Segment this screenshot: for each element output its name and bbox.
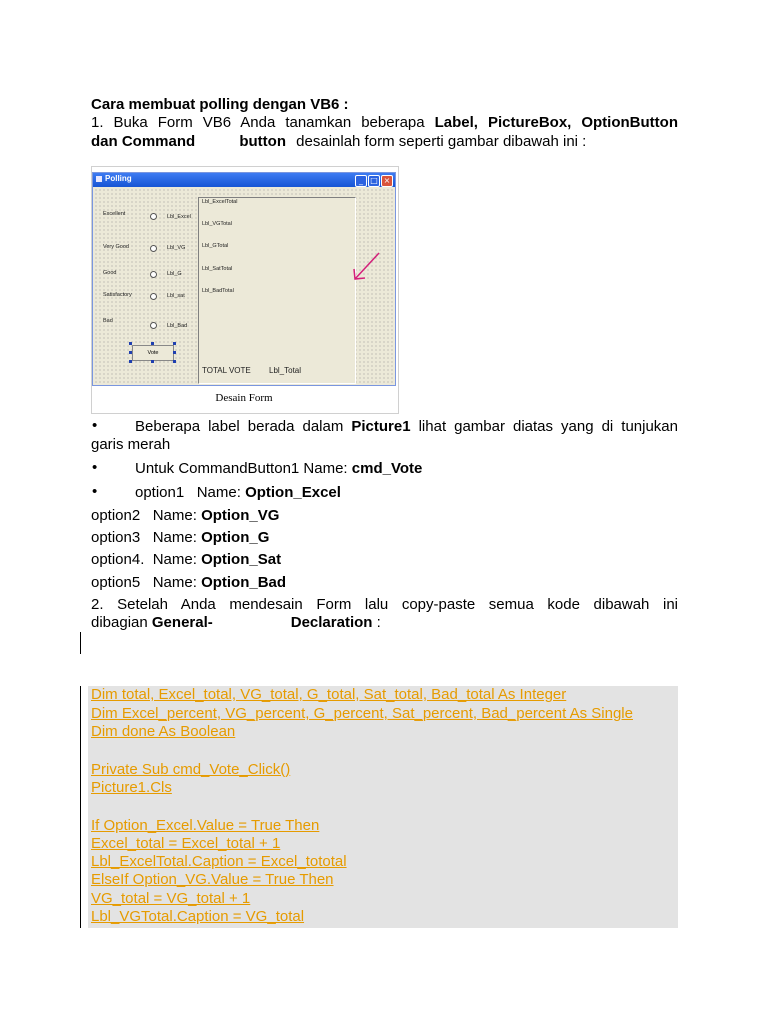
option-line-label: option5 Name: <box>91 574 202 591</box>
bullet-2-bold: cmd_Vote <box>351 460 423 477</box>
bullet-1-text: Beberapa label berada dalam <box>135 418 352 435</box>
intro-line-2 <box>91 131 678 153</box>
selection-handle <box>129 342 132 345</box>
option-line <box>91 572 286 594</box>
step-2-bold-declaration: Declaration <box>290 614 373 631</box>
bullet-3 <box>135 482 341 504</box>
bullet-1-bold: Picture1 <box>351 418 411 435</box>
option-line-label: option3 Name: <box>91 529 202 546</box>
picture-box <box>198 197 356 384</box>
figure-caption: Desain Form <box>215 392 273 404</box>
vb6-form-screenshot <box>92 172 396 386</box>
intro-rest: desainlah form seperti gambar dibawah ini : <box>296 133 587 150</box>
bullet-3-text: option1 Name: <box>135 484 246 501</box>
step-2-text: dibagian <box>91 614 152 631</box>
total-value-label: Lbl_Total <box>269 366 302 375</box>
picture-label: Lbl_ExcelTotal <box>202 199 238 205</box>
option-line-name: Option_Bad <box>201 574 287 591</box>
bullet-1-text-b: lihat gambar diatas yang di tunjukan <box>410 418 678 435</box>
selection-handle <box>129 360 132 363</box>
picture-label: Lbl_VGTotal <box>202 221 232 227</box>
window-title: Polling <box>105 174 132 183</box>
step-2-line-2 <box>91 612 381 634</box>
step-2-line-1: 2. Setelah Anda mendesain Form lalu copy-paste semua kode dibawah ini <box>91 596 678 613</box>
step-2-bold-general: General- <box>151 614 213 631</box>
result-label: Lbl_Bad <box>167 323 188 329</box>
margin-bar <box>80 686 81 928</box>
option-label: Very Good <box>103 244 129 250</box>
page-title: Cara membuat polling dengan VB6 : <box>91 96 349 113</box>
option-radio <box>150 245 157 252</box>
picture-label: Lbl_SatTotal <box>202 266 233 272</box>
option-radio <box>150 213 157 220</box>
result-label: Lbl_VG <box>167 245 186 251</box>
window-titlebar <box>93 173 395 187</box>
maximize-icon: □ <box>368 175 380 187</box>
option-line-label: option4. Name: <box>91 551 202 568</box>
intro-bold-dan-command: dan Command <box>91 133 196 150</box>
selection-handle <box>173 342 176 345</box>
total-vote-label: TOTAL VOTE <box>202 366 251 375</box>
intro-bold: Label, PictureBox, OptionButton <box>434 114 678 131</box>
result-label: Lbl_sat <box>167 293 185 299</box>
form-body <box>94 188 394 384</box>
option-line-name: Option_G <box>201 529 270 546</box>
option-line <box>91 527 269 549</box>
code-line: Dim total, Excel_total, VG_total, G_total, Sat_total, Bad_total As Integer <box>91 686 567 703</box>
option-line-name: Option_Sat <box>201 551 282 568</box>
bullet-2 <box>135 458 422 480</box>
bullet-1-line-2: garis merah <box>91 436 171 453</box>
code-line: Lbl_ExcelTotal.Caption = Excel_tototal <box>91 853 347 870</box>
code-line: Dim done As Boolean <box>91 723 236 740</box>
picture-label: Lbl_GTotal <box>202 243 229 249</box>
close-icon: × <box>381 175 393 187</box>
code-line: VG_total = VG_total + 1 <box>91 890 251 907</box>
option-line <box>91 505 279 527</box>
selection-handle <box>151 342 154 345</box>
bullet-icon: • <box>92 459 98 476</box>
result-label: Lbl_G <box>167 271 182 277</box>
code-line: Excel_total = Excel_total + 1 <box>91 835 281 852</box>
picture-label: Lbl_BadTotal <box>202 288 234 294</box>
selection-handle <box>173 351 176 354</box>
minimize-icon: _ <box>355 175 367 187</box>
option-radio <box>150 322 157 329</box>
option-label: Bad <box>103 318 113 324</box>
form-icon <box>96 176 102 182</box>
option-label: Good <box>103 270 117 276</box>
bullet-1 <box>135 416 678 438</box>
option-line-name: Option_VG <box>201 507 280 524</box>
option-radio <box>150 293 157 300</box>
step-2-colon: : <box>372 614 381 631</box>
text-cursor <box>80 632 81 654</box>
bullet-icon: • <box>92 417 98 434</box>
result-label: Lbl_Excel <box>167 214 191 220</box>
selection-handle <box>173 360 176 363</box>
intro-bold-button: button <box>239 133 286 150</box>
code-line: ElseIf Option_VG.Value = True Then <box>91 871 334 888</box>
code-line: Lbl_VGTotal.Caption = VG_total <box>91 908 305 925</box>
option-label: Excellent <box>103 211 126 217</box>
red-arrow-icon <box>349 249 385 285</box>
bullet-2-text: Untuk CommandButton1 Name: <box>135 460 352 477</box>
option-line-label: option2 Name: <box>91 507 202 524</box>
bullet-icon: • <box>92 483 98 500</box>
selection-handle <box>151 360 154 363</box>
bullet-3-bold: Option_Excel <box>245 484 341 501</box>
option-line <box>91 549 281 571</box>
vote-button: Vote <box>132 345 174 361</box>
intro-text: 1. Buka Form VB6 Anda tanamkan beberapa <box>91 114 435 131</box>
code-line: Dim Excel_percent, VG_percent, G_percent, Sat_percent, Bad_percent As Single <box>91 705 633 722</box>
selection-handle <box>129 351 132 354</box>
code-line: Private Sub cmd_Vote_Click() <box>91 761 291 778</box>
code-line: If Option_Excel.Value = True Then <box>91 817 320 834</box>
option-radio <box>150 271 157 278</box>
code-line: Picture1.Cls <box>91 779 172 796</box>
option-label: Satisfactory <box>103 292 132 298</box>
